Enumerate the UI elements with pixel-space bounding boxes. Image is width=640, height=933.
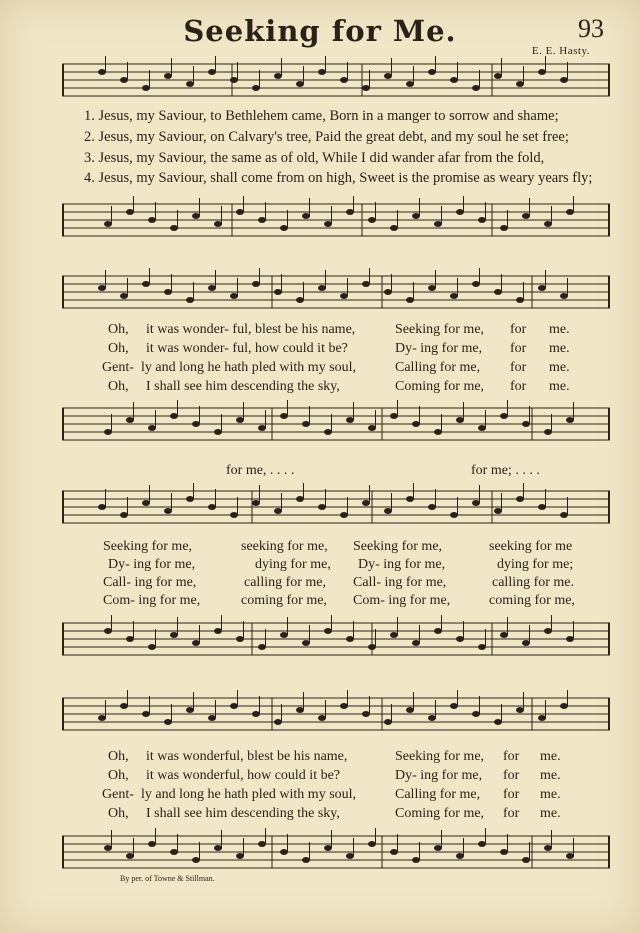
note-head xyxy=(164,719,172,725)
note-head xyxy=(544,429,552,435)
note-head xyxy=(472,281,480,287)
note-head xyxy=(186,496,194,502)
note-head xyxy=(362,711,370,717)
lyric-word: Oh, xyxy=(108,749,129,764)
note-head xyxy=(104,429,112,435)
note-head xyxy=(170,849,178,855)
note-head xyxy=(280,849,288,855)
lyric-word: Oh, xyxy=(108,341,129,356)
note-head xyxy=(390,413,398,419)
note-head xyxy=(346,209,354,215)
bass-staff xyxy=(62,400,610,450)
note-head xyxy=(538,285,546,291)
note-head xyxy=(324,429,332,435)
note-head xyxy=(104,221,112,227)
note-head xyxy=(252,500,260,506)
note-head xyxy=(566,636,574,642)
lyric-word: it was wonder- ful, blest be his name, xyxy=(146,322,356,337)
note-head xyxy=(538,715,546,721)
note-head xyxy=(456,417,464,423)
note-head xyxy=(170,632,178,638)
note-head xyxy=(406,707,414,713)
note-head xyxy=(126,636,134,642)
note-head xyxy=(208,715,216,721)
note-head xyxy=(522,421,530,427)
note-head xyxy=(516,297,524,303)
note-head xyxy=(192,213,200,219)
note-head xyxy=(98,715,106,721)
note-head xyxy=(302,213,310,219)
page-number: 93 xyxy=(578,14,604,43)
alto-words: for me, . . . . xyxy=(226,463,295,478)
lyric-word: Calling for me, xyxy=(395,360,481,375)
note-head xyxy=(544,221,552,227)
note-head xyxy=(560,77,568,83)
lyric-word: me. xyxy=(549,322,570,337)
note-head xyxy=(434,845,442,851)
note-head xyxy=(544,628,552,634)
note-head xyxy=(472,711,480,717)
lyric-word: Dy- ing for me, xyxy=(395,341,483,356)
note-head xyxy=(340,703,348,709)
note-head xyxy=(302,857,310,863)
lyric-word: calling for me, xyxy=(244,575,327,590)
bass-staff xyxy=(62,196,610,246)
lyric-word: for xyxy=(503,768,520,783)
note-head xyxy=(104,628,112,634)
composer-credit: E. E. Hasty. xyxy=(531,45,590,57)
note-head xyxy=(384,719,392,725)
note-head xyxy=(126,853,134,859)
note-head xyxy=(522,213,530,219)
note-head xyxy=(472,500,480,506)
lyric-word: Oh, xyxy=(108,768,129,783)
lyric-word: me. xyxy=(549,341,570,356)
verse-line: 2. Jesus, my Saviour, on Calvary's tree, Paid the great debt, and my soul he set free; xyxy=(84,129,569,145)
note-head xyxy=(362,85,370,91)
hymn-title: Seeking for Me. xyxy=(183,14,457,48)
note-head xyxy=(456,636,464,642)
lyric-word: me. xyxy=(540,749,561,764)
note-head xyxy=(98,285,106,291)
bass-staff xyxy=(62,615,610,665)
note-head xyxy=(274,719,282,725)
lyric-word: dying for me; xyxy=(497,557,574,572)
note-head xyxy=(456,209,464,215)
note-head xyxy=(500,225,508,231)
treble-staff xyxy=(62,56,610,106)
lyric-word: ly and long he hath pled with my soul, xyxy=(141,787,357,802)
note-head xyxy=(478,217,486,223)
lyric-word: for xyxy=(503,749,520,764)
note-head xyxy=(120,77,128,83)
note-head xyxy=(478,644,486,650)
note-head xyxy=(494,719,502,725)
note-head xyxy=(252,281,260,287)
lyric-word: I shall see him descending the sky, xyxy=(146,806,340,821)
note-head xyxy=(318,285,326,291)
note-head xyxy=(560,512,568,518)
note-head xyxy=(236,417,244,423)
note-head xyxy=(230,77,238,83)
note-head xyxy=(500,849,508,855)
note-head xyxy=(324,845,332,851)
note-head xyxy=(214,429,222,435)
lyric-word: Coming for me, xyxy=(395,806,485,821)
lyric-word: Call- ing for me, xyxy=(353,575,447,590)
lyric-word: seeking for me xyxy=(489,539,573,554)
lyric-word: Seeking for me, xyxy=(103,539,193,554)
note-head xyxy=(186,81,194,87)
note-head xyxy=(230,703,238,709)
bass-staff xyxy=(62,828,610,878)
lyric-word: Seeking for me, xyxy=(395,322,485,337)
note-head xyxy=(538,504,546,510)
lyric-word: Dy- ing for me, xyxy=(358,557,446,572)
note-head xyxy=(368,217,376,223)
note-head xyxy=(478,425,486,431)
note-head xyxy=(192,640,200,646)
verse-line: 1. Jesus, my Saviour, to Bethlehem came, Born in a manger to sorrow and shame; xyxy=(84,108,559,124)
lyric-word: me. xyxy=(540,768,561,783)
note-head xyxy=(406,81,414,87)
lyric-word: Com- ing for me, xyxy=(103,593,201,608)
note-head xyxy=(412,213,420,219)
note-head xyxy=(142,85,150,91)
lyric-word: for xyxy=(510,379,527,394)
note-head xyxy=(324,628,332,634)
note-head xyxy=(280,413,288,419)
note-head xyxy=(538,69,546,75)
note-head xyxy=(186,707,194,713)
note-head xyxy=(384,289,392,295)
note-head xyxy=(516,496,524,502)
note-head xyxy=(522,640,530,646)
note-head xyxy=(98,69,106,75)
note-head xyxy=(340,512,348,518)
lyric-word: Oh, xyxy=(108,806,129,821)
note-head xyxy=(208,69,216,75)
lyric-word: for xyxy=(510,360,527,375)
lyric-word: Oh, xyxy=(108,379,129,394)
note-head xyxy=(412,640,420,646)
note-head xyxy=(412,421,420,427)
lyric-word: calling for me. xyxy=(492,575,575,590)
note-head xyxy=(340,293,348,299)
lyric-word: for xyxy=(510,322,527,337)
lyric-word: me. xyxy=(540,806,561,821)
lyric-word: Dy- ing for me, xyxy=(108,557,196,572)
lyric-word: coming for me, xyxy=(241,593,327,608)
note-head xyxy=(566,209,574,215)
note-head xyxy=(494,508,502,514)
note-head xyxy=(390,849,398,855)
note-head xyxy=(142,500,150,506)
note-head xyxy=(274,508,282,514)
note-head xyxy=(450,293,458,299)
lyric-word: me. xyxy=(549,379,570,394)
lyric-word: Gent- xyxy=(102,360,134,375)
note-head xyxy=(516,707,524,713)
lyric-word: ly and long he hath pled with my soul, xyxy=(141,360,357,375)
note-head xyxy=(478,841,486,847)
note-head xyxy=(500,632,508,638)
note-head xyxy=(192,857,200,863)
note-head xyxy=(362,500,370,506)
note-head xyxy=(186,297,194,303)
note-head xyxy=(450,512,458,518)
lyric-word: it was wonderful, how could it be? xyxy=(146,768,341,783)
note-head xyxy=(346,417,354,423)
note-head xyxy=(280,225,288,231)
lyric-word: coming for me, xyxy=(489,593,575,608)
note-head xyxy=(120,293,128,299)
lyric-word: me. xyxy=(549,360,570,375)
note-head xyxy=(516,81,524,87)
note-head xyxy=(296,297,304,303)
note-head xyxy=(236,209,244,215)
verse-line: 3. Jesus, my Saviour, the same as of old, While I did wander afar from the fold, xyxy=(84,150,545,166)
note-head xyxy=(236,853,244,859)
note-head xyxy=(390,632,398,638)
note-head xyxy=(368,425,376,431)
note-head xyxy=(384,508,392,514)
note-head xyxy=(494,73,502,79)
note-head xyxy=(142,711,150,717)
note-head xyxy=(346,853,354,859)
note-head xyxy=(192,421,200,427)
note-head xyxy=(384,73,392,79)
note-head xyxy=(412,857,420,863)
note-head xyxy=(296,707,304,713)
note-head xyxy=(428,285,436,291)
lyric-word: Dy- ing for me, xyxy=(395,768,483,783)
note-head xyxy=(368,841,376,847)
lyric-word: for xyxy=(510,341,527,356)
note-head xyxy=(148,644,156,650)
note-head xyxy=(390,225,398,231)
lyric-word: Call- ing for me, xyxy=(103,575,197,590)
lyric-word: Gent- xyxy=(102,787,134,802)
note-head xyxy=(148,841,156,847)
lyric-word: Oh, xyxy=(108,322,129,337)
lyric-word: Calling for me, xyxy=(395,787,481,802)
treble-staff xyxy=(62,690,610,740)
note-head xyxy=(252,711,260,717)
note-head xyxy=(450,703,458,709)
note-head xyxy=(472,85,480,91)
note-head xyxy=(450,77,458,83)
lyric-word: Com- ing for me, xyxy=(353,593,451,608)
lyric-word: for xyxy=(503,787,520,802)
note-head xyxy=(214,221,222,227)
note-head xyxy=(296,496,304,502)
note-head xyxy=(522,857,530,863)
note-head xyxy=(434,429,442,435)
treble-staff xyxy=(62,268,610,318)
lyric-word: Seeking for me, xyxy=(353,539,443,554)
lyric-word: Seeking for me, xyxy=(395,749,485,764)
lyric-word: Coming for me, xyxy=(395,379,485,394)
note-head xyxy=(428,715,436,721)
note-head xyxy=(280,632,288,638)
note-head xyxy=(434,221,442,227)
note-head xyxy=(230,293,238,299)
treble-staff xyxy=(62,483,610,533)
note-head xyxy=(318,504,326,510)
note-head xyxy=(456,853,464,859)
note-head xyxy=(340,77,348,83)
note-head xyxy=(406,496,414,502)
alto-words: for me; . . . . xyxy=(471,463,540,478)
note-head xyxy=(302,421,310,427)
note-head xyxy=(494,289,502,295)
note-head xyxy=(126,209,134,215)
note-head xyxy=(434,628,442,634)
note-head xyxy=(214,628,222,634)
note-head xyxy=(170,225,178,231)
note-head xyxy=(126,417,134,423)
note-head xyxy=(170,413,178,419)
note-head xyxy=(230,512,238,518)
lyric-word: me. xyxy=(540,787,561,802)
note-head xyxy=(258,425,266,431)
note-head xyxy=(236,636,244,642)
note-head xyxy=(428,69,436,75)
permission-credit: By per. of Towne & Stillman. xyxy=(120,874,215,883)
lyric-word: dying for me, xyxy=(255,557,331,572)
note-head xyxy=(120,703,128,709)
note-head xyxy=(406,297,414,303)
note-head xyxy=(566,417,574,423)
note-head xyxy=(104,845,112,851)
note-head xyxy=(324,221,332,227)
note-head xyxy=(368,644,376,650)
note-head xyxy=(346,636,354,642)
note-head xyxy=(252,85,260,91)
note-head xyxy=(164,289,172,295)
note-head xyxy=(120,512,128,518)
note-head xyxy=(544,845,552,851)
note-head xyxy=(148,425,156,431)
note-head xyxy=(560,703,568,709)
note-head xyxy=(318,715,326,721)
note-head xyxy=(428,504,436,510)
note-head xyxy=(362,281,370,287)
note-head xyxy=(566,853,574,859)
lyric-word: it was wonderful, blest be his name, xyxy=(146,749,348,764)
note-head xyxy=(164,508,172,514)
note-head xyxy=(274,73,282,79)
note-head xyxy=(98,504,106,510)
lyric-word: seeking for me, xyxy=(241,539,328,554)
note-head xyxy=(142,281,150,287)
note-head xyxy=(274,289,282,295)
lyric-word: I shall see him descending the sky, xyxy=(146,379,340,394)
note-head xyxy=(208,285,216,291)
note-head xyxy=(560,293,568,299)
note-head xyxy=(302,640,310,646)
lyric-word: for xyxy=(503,806,520,821)
verse-line: 4. Jesus, my Saviour, shall come from on high, Sweet is the promise as weary years fly; xyxy=(84,170,593,186)
note-head xyxy=(164,73,172,79)
note-head xyxy=(500,413,508,419)
note-head xyxy=(318,69,326,75)
note-head xyxy=(258,644,266,650)
note-head xyxy=(258,841,266,847)
note-head xyxy=(258,217,266,223)
note-head xyxy=(148,217,156,223)
note-head xyxy=(296,81,304,87)
note-head xyxy=(208,504,216,510)
lyric-word: it was wonder- ful, how could it be? xyxy=(146,341,348,356)
note-head xyxy=(214,845,222,851)
